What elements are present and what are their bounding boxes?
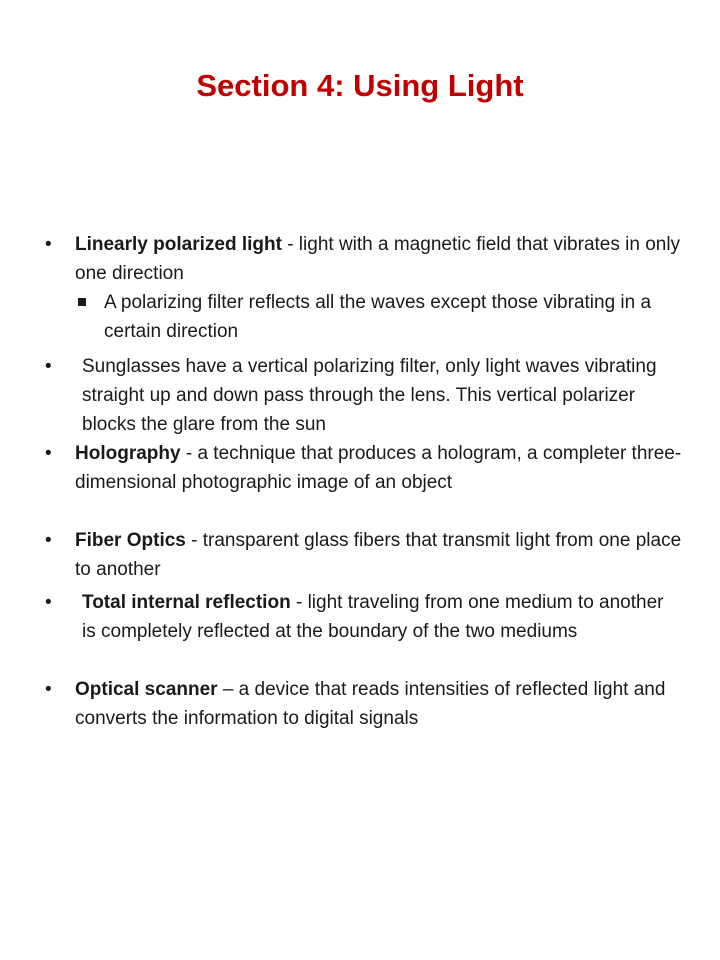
item-description: – a device that reads intensities of reflected light and converts the information to digital signals [75, 679, 666, 729]
item-text [75, 675, 685, 733]
bullet-marker: • [45, 530, 52, 551]
bullet-marker: • [45, 443, 52, 464]
item-text [82, 588, 682, 646]
item-text [75, 439, 685, 497]
item-term: Fiber Optics [75, 530, 186, 551]
item-description: Sunglasses have a vertical polarizing filter, only light waves vibrating straight up and down pass through the lens. This vertical polarizer blocks the glare from the sun [82, 356, 657, 435]
item-text [75, 526, 685, 584]
item-description: - a technique that produces a hologram, a completer three-dimensional photographic image of an object [75, 443, 682, 493]
item-term: Total internal reflection [82, 592, 291, 613]
slide-title: Section 4: Using Light [196, 68, 524, 103]
item-description: - light traveling from one medium to another is completely reflected at the boundary of the two mediums [82, 592, 664, 642]
item-description: - light with a magnetic field that vibrates in only one direction [75, 234, 681, 284]
item-term: Linearly polarized light [75, 234, 282, 255]
item-text [75, 230, 685, 288]
bullet-marker: • [45, 592, 52, 613]
bullet-marker: • [45, 679, 52, 700]
item-term: Optical scanner [75, 679, 218, 700]
bullet-marker: • [45, 356, 52, 377]
bullet-marker: • [45, 234, 52, 255]
item-term: Holography [75, 443, 181, 464]
square-bullet-icon [78, 288, 88, 298]
item-description: A polarizing filter reflects all the waves except those vibrating in a certain direction [104, 292, 652, 342]
item-description: - transparent glass fibers that transmit light from one place to another [75, 530, 682, 580]
